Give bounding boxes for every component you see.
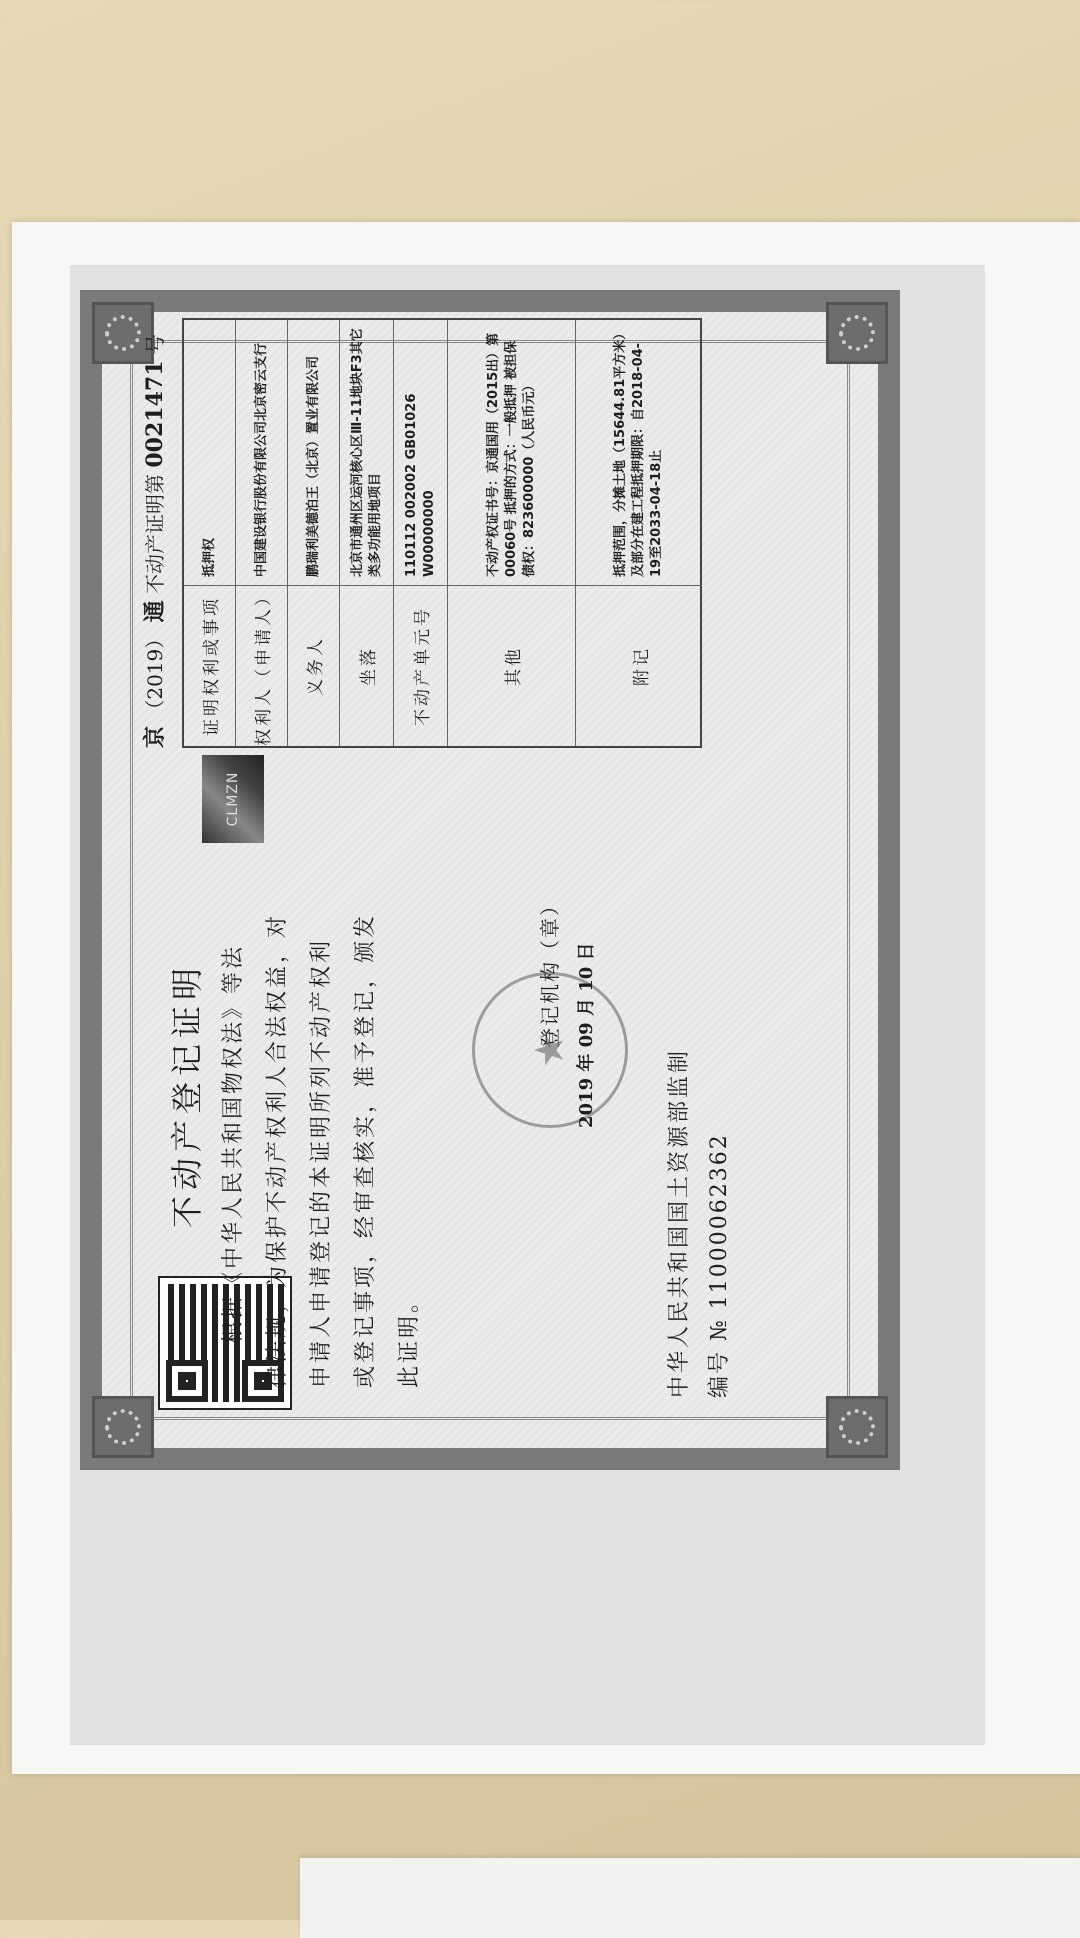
- row-value: 北京市通州区运河核心区Ⅲ-11地块F3其它类多功能用地项目: [349, 328, 383, 577]
- certificate-title: 不动产登记证明: [168, 961, 206, 1228]
- table-row: [340, 320, 394, 746]
- table-row: [394, 320, 448, 746]
- body-line: 或登记事项，经审查核实，准予登记，颁发: [353, 912, 378, 1388]
- row-key: 不动产单元号: [394, 585, 447, 746]
- row-value: 110112 002002 GB01026 W00000000: [403, 393, 437, 577]
- certificate-body: [212, 888, 432, 1388]
- table-row: [184, 320, 236, 746]
- cert-year: 2019: [143, 648, 167, 700]
- row-value: 不动产权证书号：京通国用（2015出）第00060号 抵押的方式：一般抵押 被担保债权：823600000（人民币元）: [485, 332, 537, 577]
- cert-mid-text: 不动产证明第: [143, 473, 167, 594]
- certificate-number-line: 京 （2019） 通 不动产证明第 0021471 号: [142, 334, 168, 748]
- serial-number: 编号 № 11000062362: [707, 1133, 732, 1398]
- table-row: [448, 320, 576, 746]
- corner-ornament: [92, 1396, 154, 1458]
- province-char: 京: [142, 725, 168, 748]
- body-line: 根据《中华人民共和国物权法》等法: [221, 943, 246, 1344]
- corner-ornament: [826, 1396, 888, 1458]
- row-key: 坐落: [340, 585, 393, 746]
- table-row: [236, 320, 288, 746]
- official-seal: ★: [472, 972, 628, 1128]
- registration-table: [182, 318, 702, 748]
- row-value: 鹏瑞利美德泊王（北京）置业有限公司: [305, 355, 321, 577]
- table-row: [288, 320, 340, 746]
- second-sheet-edge: [300, 1858, 1080, 1938]
- certificate: [80, 290, 900, 1470]
- seal-label: 登记机构（章）: [538, 894, 562, 1048]
- row-key: 义务人: [288, 585, 339, 746]
- district-char: 通: [142, 600, 168, 623]
- row-key: 其他: [448, 585, 575, 746]
- ornamental-border: [80, 290, 900, 1470]
- body-line: 申请人申请登记的本证明所列不动产权利: [309, 937, 334, 1388]
- row-key: 附记: [576, 585, 702, 746]
- body-line: 此证明。: [397, 1287, 422, 1388]
- cert-number: 0021471: [142, 360, 168, 468]
- issue-date: 2019 年 09 月 10 日: [576, 942, 597, 1128]
- row-value: 抵押权: [201, 537, 217, 577]
- row-key: 权利人（申请人）: [236, 585, 287, 746]
- row-value: 中国建设银行股份有限公司北京密云支行: [253, 342, 269, 577]
- table-row: [576, 320, 702, 746]
- body-line: 律法规，为保护不动产权利人合法权益，对: [265, 912, 290, 1388]
- hologram-label: CLMZN: [202, 755, 264, 843]
- issuer: 中华人民共和国国土资源部监制: [667, 1047, 692, 1398]
- cert-suffix: 号: [143, 334, 167, 355]
- row-value: 抵押范围，分摊土地（15644.81平方米）及部分在建工程抵押期限：自2018-04-19至2033-04-18止: [613, 333, 664, 577]
- corner-ornament: [826, 302, 888, 364]
- row-key: 证明权利或事项: [184, 585, 235, 746]
